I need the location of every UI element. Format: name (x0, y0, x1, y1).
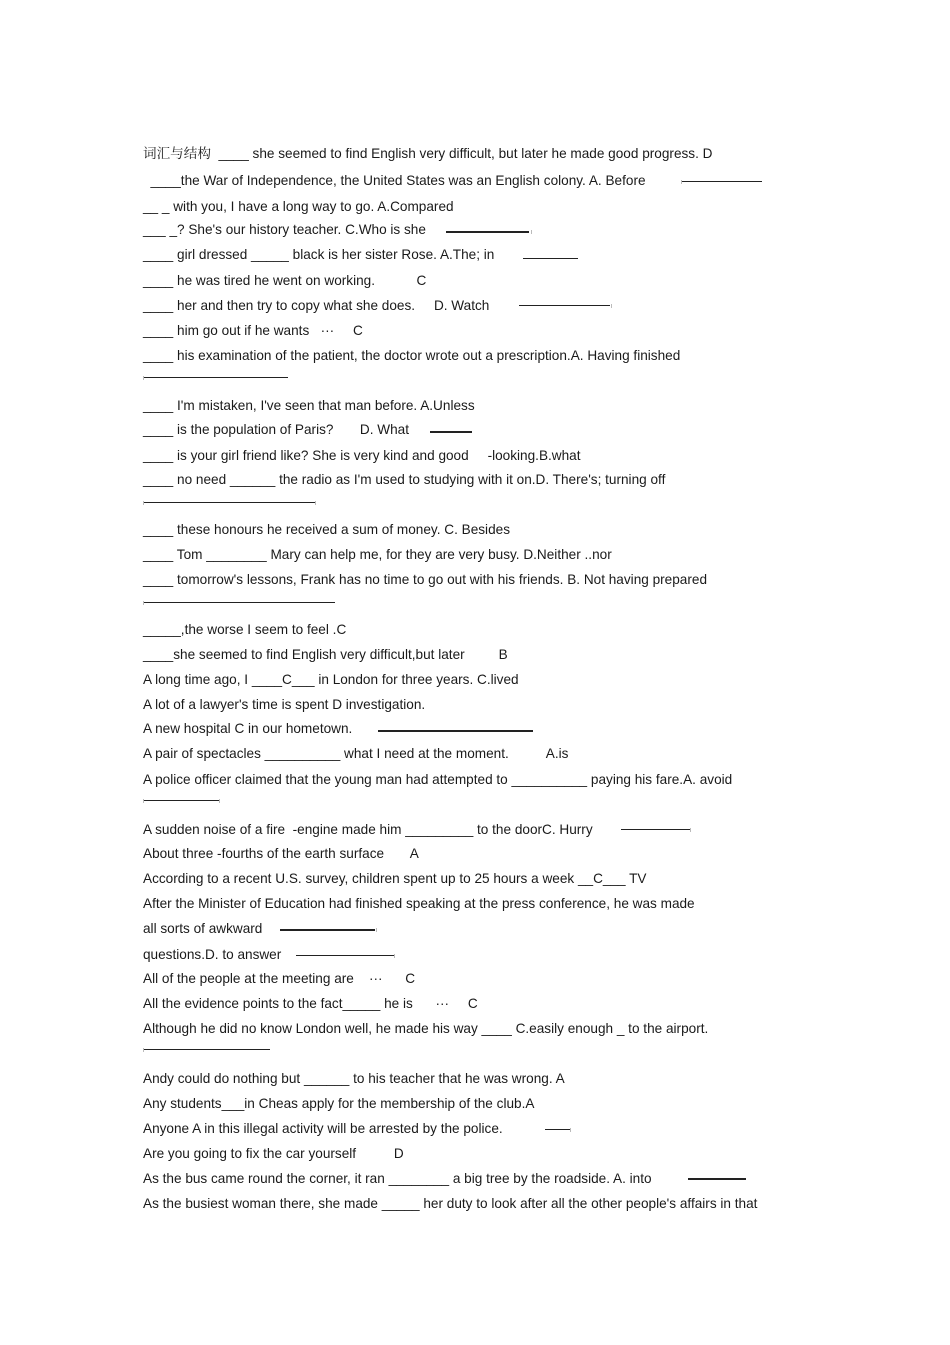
rule-tick (376, 928, 377, 932)
rule-tick (315, 501, 316, 505)
text-line: ____ his examination of the patient, the doctor wrote out a prescription.A. Having finished (143, 348, 681, 363)
text-line: Anyone A in this illegal activity will be arrested by the police. (143, 1121, 503, 1136)
answer-rule (143, 377, 288, 378)
answer-rule (523, 258, 578, 259)
text-line: Although he did no know London well, he made his way ____ C.easily enough _ to the airport. (143, 1021, 709, 1036)
text-line: __ _ with you, I have a long way to go. A.Compared (143, 199, 454, 214)
answer-rule (519, 305, 610, 306)
text-line: A lot of a lawyer's time is spent D investigation. (143, 697, 426, 712)
text-line: ___ _? She's our history teacher. C.Who is she (143, 222, 426, 237)
rule-tick (394, 954, 395, 958)
text-line: ____ he was tired he went on working. C (143, 273, 427, 288)
text-line: questions.D. to answer (143, 947, 282, 962)
rule-tick (143, 601, 144, 605)
text-line: all sorts of awkward (143, 921, 263, 936)
text-line: According to a recent U.S. survey, children spent up to 25 hours a week __C___ TV (143, 871, 647, 886)
text-line: All of the people at the meeting are ··· C (143, 971, 416, 986)
text-line: ____ is your girl friend like? She is very kind and good -looking.B.what (143, 448, 581, 463)
text-line: A long time ago, I ____C___ in London for three years. C.lived (143, 672, 519, 687)
rule-tick (611, 304, 612, 308)
text-line: A police officer claimed that the young man had attempted to __________ paying his fare.A. avoid (143, 772, 733, 787)
text-line: ____she seemed to find English very difficult,but later B (143, 647, 508, 662)
text-line: ____the War of Independence, the United States was an English colony. A. Before (143, 173, 646, 188)
text-line: ____ I'm mistaken, I've seen that man before. A.Unless (143, 398, 475, 413)
answer-rule (143, 800, 219, 801)
text-line: ____ him go out if he wants ··· C (143, 323, 363, 338)
rule-tick (143, 501, 144, 505)
text-line: After the Minister of Education had finished speaking at the press conference, he was made (143, 896, 695, 911)
answer-rule (143, 502, 315, 503)
answer-rule (621, 829, 690, 830)
answer-rule (280, 929, 375, 931)
answer-rule (143, 602, 335, 603)
rule-tick (681, 180, 682, 184)
rule-tick (531, 230, 532, 234)
text-line: ____ girl dressed _____ black is her sister Rose. A.The; in (143, 247, 495, 262)
answer-rule (430, 431, 472, 433)
rule-tick (219, 799, 220, 803)
text-line: _____,the worse I seem to feel .C (143, 622, 347, 637)
text-line: ____ no need ______ the radio as I'm used to studying with it on.D. There's; turning off (143, 472, 666, 487)
text-line: ____ her and then try to copy what she does. D. Watch (143, 298, 490, 313)
text-line: ____ is the population of Paris? D. What (143, 422, 409, 437)
rule-tick (570, 1128, 571, 1132)
text-line: About three -fourths of the earth surface A (143, 846, 419, 861)
text-line: ____ Tom ________ Mary can help me, for they are very busy. D.Neither ..nor (143, 547, 612, 562)
answer-rule (682, 181, 762, 182)
answer-rule (688, 1178, 746, 1180)
text-line: Andy could do nothing but ______ to his teacher that he was wrong. A (143, 1071, 565, 1086)
text-line: ____ these honours he received a sum of money. C. Besides (143, 522, 510, 537)
text-line: A pair of spectacles __________ what I need at the moment. A.is (143, 746, 569, 761)
text-line: A sudden noise of a fire -engine made him _________ to the doorC. Hurry (143, 822, 593, 837)
answer-rule (296, 955, 394, 956)
text-line: As the busiest woman there, she made _____ her duty to look after all the other people's affairs in that (143, 1196, 758, 1211)
rule-tick (143, 376, 144, 380)
answer-rule (378, 730, 533, 732)
text-line: Are you going to fix the car yourself D (143, 1146, 404, 1161)
rule-tick (143, 1048, 144, 1052)
text-line: As the bus came round the corner, it ran ________ a big tree by the roadside. A. into (143, 1171, 652, 1186)
answer-rule (545, 1129, 570, 1130)
text-line: 词汇与结构 ____ she seemed to find English very difficult, but later he made good progress. D (143, 146, 713, 161)
rule-tick (143, 799, 144, 803)
text-line: All the evidence points to the fact_____ he is ··· C (143, 996, 478, 1011)
answer-rule (143, 1049, 270, 1050)
answer-rule (446, 231, 529, 233)
text-line: A new hospital C in our hometown. (143, 721, 353, 736)
text-line: ____ tomorrow's lessons, Frank has no time to go out with his friends. B. Not having prepared (143, 572, 708, 587)
rule-tick (690, 828, 691, 832)
text-line: Any students___in Cheas apply for the membership of the club.A (143, 1096, 535, 1111)
